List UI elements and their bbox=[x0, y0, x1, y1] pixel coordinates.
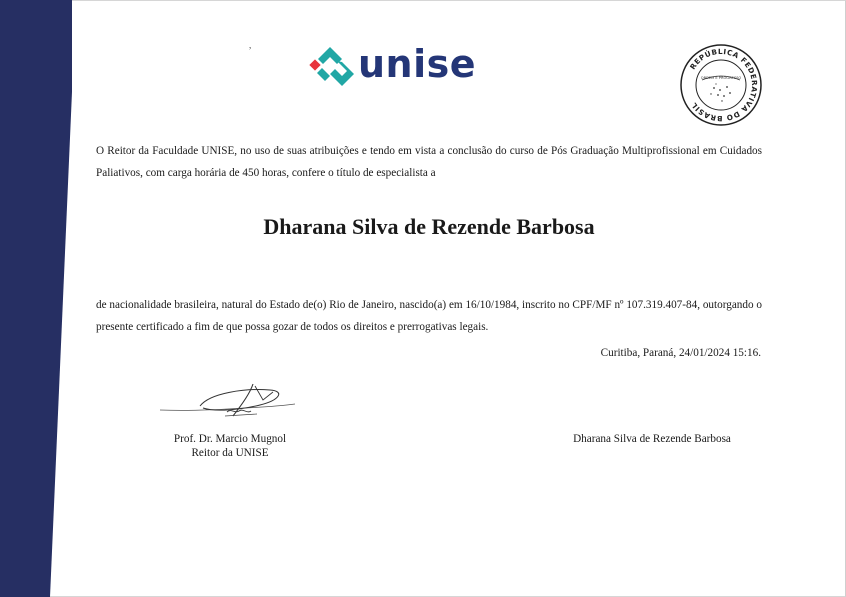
brazil-coat-of-arms-seal-icon bbox=[680, 44, 762, 126]
certificate-details: de nacionalidade brasileira, natural do Estado de(o) Rio de Janeiro, nascido(a) em 16/10/1984, inscrito no CPF/MF nº 107.319.407-84, outorgando o presente certificado a fim de que possa gozar de todos os direitos e prerrogativas legais. bbox=[96, 299, 762, 334]
rector-name: Prof. Dr. Marcio Mugnol bbox=[173, 433, 287, 445]
rector-role: Reitor da UNISE bbox=[191, 447, 269, 459]
graduate-name: Dharana Silva de Rezende Barbosa bbox=[573, 433, 731, 445]
unise-diamond-logo-icon bbox=[308, 44, 356, 88]
logo-wordmark: unise bbox=[358, 42, 477, 86]
rector-handwritten-signature bbox=[155, 378, 305, 426]
place-and-date: Curitiba, Paraná, 24/01/2024 15:16. bbox=[600, 347, 761, 359]
seal-motto: ORDEM E PROGRESSO bbox=[700, 76, 742, 80]
recipient-name: Dharana Silva de Rezende Barbosa bbox=[263, 214, 595, 239]
side-band-decoration bbox=[0, 0, 72, 597]
brazil-seal bbox=[680, 44, 762, 126]
tick-mark: , bbox=[249, 40, 252, 50]
rector-signature-block bbox=[148, 432, 312, 460]
unise-logo bbox=[308, 44, 498, 88]
graduate-signature-block bbox=[540, 432, 764, 446]
certificate-intro: O Reitor da Faculdade UNISE, no uso de suas atribuições e tendo em vista a conclusão do curso de Pós Graduação Multiprofissional em Cuidados Paliativos, com carga horária de 450 horas, confere o título de especialista a bbox=[96, 145, 762, 180]
seal-text: REPÚBLICA FEDERATIVA DO BRASIL bbox=[687, 46, 760, 124]
